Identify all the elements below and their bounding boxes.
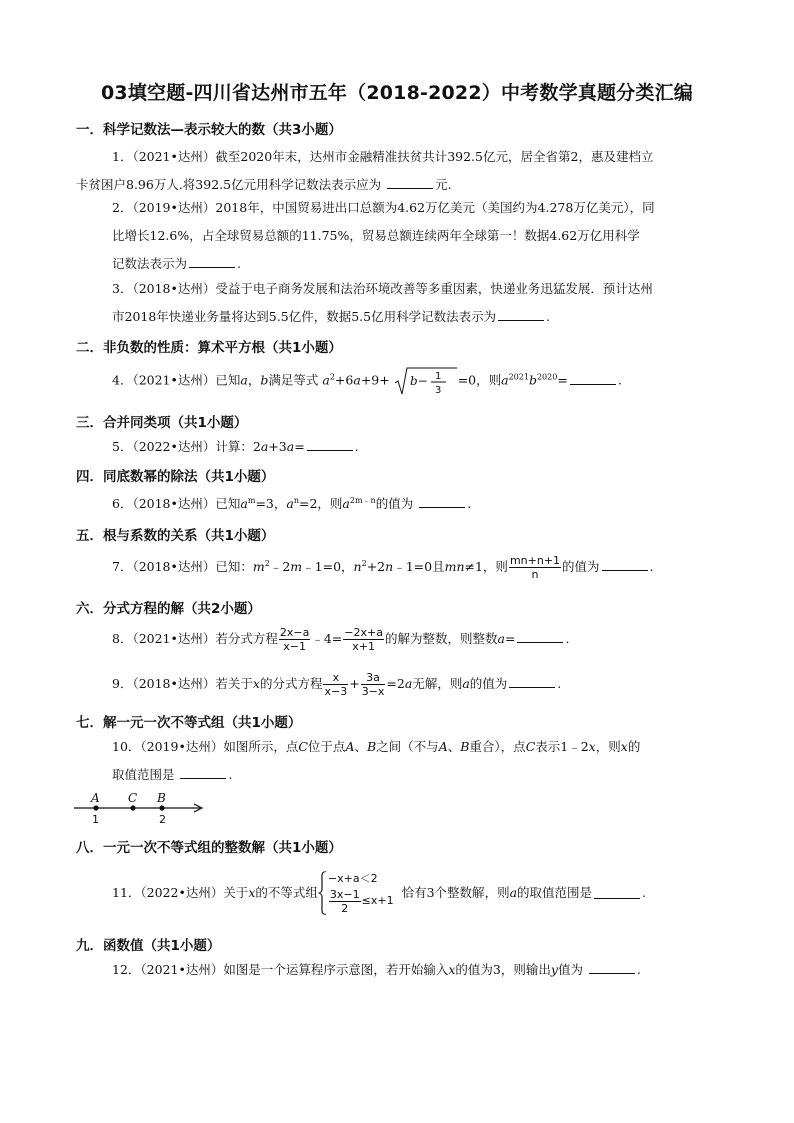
answer-blank-6[interactable] bbox=[419, 497, 465, 508]
question-3 bbox=[76, 275, 721, 331]
eq-part: ﹣4= bbox=[311, 631, 343, 646]
question-4: 4．（2021•达州）已知a，b满足等式 $a^2+6a+9+$ b− 1 3 =0，则$a^{2021}b^{2020}=$ . bbox=[76, 366, 721, 396]
question-6-prefix: 6．（2018•达州）已知 bbox=[112, 496, 241, 511]
radicand-text: b− bbox=[409, 374, 428, 388]
number-line-figure bbox=[70, 787, 210, 831]
text: 表示1﹣2 bbox=[535, 739, 589, 754]
question-1 bbox=[76, 143, 721, 199]
question-3-line-1: 3．（2018•达州）受益于电子商务发展和法治环境改善等多重因素，快递业务迅猛发展．预计达州 bbox=[112, 281, 653, 296]
section-heading-7: 七．解一元一次不等式组（共1小题） bbox=[76, 715, 302, 731]
question-8-text: 的解为整数，则整数 bbox=[384, 631, 498, 646]
inequality-system bbox=[318, 871, 394, 915]
var-x: x bbox=[588, 739, 596, 754]
var-m: m bbox=[290, 559, 303, 574]
answer-blank-7[interactable] bbox=[602, 560, 648, 571]
var-a: a bbox=[322, 372, 330, 388]
question-4-end: . bbox=[617, 372, 622, 388]
inequality-row-1: −x+a＜2 bbox=[327, 872, 378, 885]
text: 、 bbox=[447, 739, 461, 754]
var-b: b bbox=[260, 372, 269, 388]
text: ，则 bbox=[595, 739, 621, 754]
var-n: n bbox=[385, 559, 394, 574]
question-12-text: 值为 bbox=[557, 962, 587, 977]
var-x: x bbox=[248, 885, 256, 900]
question-5: 5．（2022•达州）计算：2a+3a= . bbox=[112, 439, 359, 454]
exponent: n bbox=[293, 496, 299, 505]
var-c: C bbox=[525, 739, 536, 754]
question-3-line-2: 市2018年快递业务量将达到5.5亿件，数据5.5亿用科学记数法表示为 bbox=[112, 309, 497, 324]
eq-part: =2，则 bbox=[298, 496, 343, 511]
question-8-end: . bbox=[565, 631, 570, 646]
question-10 bbox=[76, 733, 721, 789]
section-heading-5: 五．根与系数的关系（共1小题） bbox=[76, 528, 275, 544]
question-1-unit: 元. bbox=[435, 177, 452, 192]
question-9 bbox=[76, 670, 721, 698]
eq-part: = bbox=[504, 631, 516, 646]
question-2-line-1: 2．（2019•达州）2018年，中国贸易进出口总额为4.62万亿美元（美国约为4.278万亿美元），同 bbox=[112, 200, 655, 215]
question-12-text: 的值为3，则输出 bbox=[455, 962, 551, 977]
eq-part: ≠1，则 bbox=[464, 559, 508, 574]
exponent: 2m﹣n bbox=[349, 496, 376, 505]
eq-part: ﹣1=0， bbox=[302, 559, 354, 574]
square-root bbox=[394, 366, 458, 396]
question-8 bbox=[76, 625, 721, 653]
eq-part: +3 bbox=[268, 439, 287, 454]
exponent: 2021 bbox=[508, 372, 529, 382]
var-b: b bbox=[528, 372, 537, 388]
eq-part: = bbox=[294, 439, 305, 454]
question-3-end: . bbox=[546, 309, 551, 324]
text: 位于点 bbox=[307, 739, 346, 754]
var-m: m bbox=[252, 559, 265, 574]
question-9-end: . bbox=[557, 676, 562, 691]
question-10-prefix: 10．（2019•达州）如图所示，点 bbox=[112, 739, 299, 754]
var-n: n bbox=[353, 559, 362, 574]
inequality-row-2 bbox=[328, 887, 394, 915]
question-10-line-2: 取值范围是 bbox=[112, 767, 179, 782]
var-c: C bbox=[298, 739, 308, 754]
var-a: a bbox=[353, 372, 361, 388]
answer-blank-12[interactable] bbox=[589, 963, 635, 974]
text: 的 bbox=[627, 739, 641, 754]
var-a: a bbox=[501, 372, 509, 388]
section-heading-1: 一．科学记数法—表示较大的数（共3小题） bbox=[76, 122, 342, 138]
var-a: a bbox=[462, 676, 470, 691]
eq-part: +9+ bbox=[360, 372, 390, 388]
section-heading-6: 六．分式方程的解（共2小题） bbox=[76, 601, 261, 617]
question-2-line-2: 比增长12.6%，占全球贸易总额的11.75%，贸易总额连续两年全球第一！数据4.62万亿用科学 bbox=[112, 228, 640, 243]
fraction-numerator: 1 bbox=[434, 371, 442, 382]
answer-blank-5[interactable] bbox=[307, 440, 353, 451]
section-heading-4: 四．同底数幂的除法（共1小题） bbox=[76, 469, 275, 485]
point-label-b: B bbox=[157, 791, 166, 805]
question-7-text: 的值为 bbox=[562, 559, 600, 574]
question-10-end: . bbox=[228, 767, 233, 782]
section-heading-9: 九．函数值（共1小题） bbox=[76, 938, 221, 954]
question-1-line-2: 卡贫困户8.96万人.将392.5亿元用科学记数法表示应为 bbox=[76, 177, 386, 192]
question-12-prefix: 12．（2021•达州）如图是一个运算程序示意图，若开始输入 bbox=[112, 962, 449, 977]
section-heading-8: 八．一元一次不等式组的整数解（共1小题） bbox=[76, 840, 342, 856]
var-a: a bbox=[240, 372, 248, 388]
exponent: 2020 bbox=[536, 372, 558, 382]
question-2-line-3: 记数法表示为 bbox=[112, 256, 188, 271]
eq-part: ﹣1=0且 bbox=[393, 559, 445, 574]
question-9-prefix: 9．（2018•达州）若关于 bbox=[112, 676, 253, 691]
fraction: $\frac{3x-1}{2}$ bbox=[329, 887, 360, 915]
var-a: a bbox=[509, 885, 518, 900]
question-4-prefix: 4．（2021•达州）已知 bbox=[112, 372, 241, 388]
inequality-relation: ≤x+1 bbox=[361, 894, 394, 907]
fraction: $\frac{2x-a}{x-1}$ bbox=[279, 626, 310, 653]
fraction: $\frac{mn+n+1}{n}$ bbox=[509, 554, 561, 581]
var-y: y bbox=[550, 962, 558, 977]
question-11 bbox=[76, 862, 721, 924]
text: 重合），点 bbox=[469, 739, 526, 754]
eq-part: + bbox=[349, 676, 360, 691]
eq-part: =3， bbox=[255, 496, 287, 511]
text: 、 bbox=[354, 739, 367, 754]
answer-blank-9[interactable] bbox=[509, 677, 555, 688]
answer-blank-1[interactable] bbox=[387, 178, 433, 189]
section-heading-3: 三．合并同类项（共1小题） bbox=[76, 415, 248, 431]
question-6: 6．（2018•达州）已知$a^m=3$，$a^n=2$，则$a^{2m﹣n}$的值为 . bbox=[112, 496, 472, 511]
eq-part: +6 bbox=[334, 372, 354, 388]
var-x: x bbox=[252, 676, 260, 691]
question-9-text: 无解，则 bbox=[412, 676, 463, 691]
question-8-prefix: 8．（2021•达州）若分式方程 bbox=[112, 631, 278, 646]
question-7-prefix: 7．（2018•达州）已知： bbox=[112, 559, 253, 574]
question-7-end: . bbox=[649, 559, 654, 574]
question-9-text: 的分式方程 bbox=[259, 676, 323, 691]
question-11-text: 的取值范围是 bbox=[517, 885, 593, 900]
answer-blank-10[interactable] bbox=[180, 768, 226, 779]
point-label-a: A bbox=[91, 791, 100, 805]
var-x: x bbox=[620, 739, 628, 754]
question-4-text: 满足等式 bbox=[268, 372, 319, 388]
eq-part: =2 bbox=[386, 676, 405, 691]
answer-blank-3[interactable] bbox=[498, 310, 544, 321]
question-2-end: . bbox=[237, 256, 241, 271]
fraction: $\frac{x}{x-3}$ bbox=[324, 671, 348, 698]
question-11-text: 的不等式组 bbox=[255, 885, 318, 900]
fraction-denominator: 3 bbox=[434, 385, 442, 396]
var-b: B bbox=[366, 739, 377, 754]
var-a: a bbox=[404, 676, 413, 691]
exponent: m bbox=[247, 496, 256, 505]
tick-label-1: 1 bbox=[92, 813, 99, 826]
section-heading-2: 二．非负数的性质：算术平方根（共1小题） bbox=[76, 340, 342, 356]
var-a: A bbox=[345, 739, 355, 754]
sep: ， bbox=[247, 372, 261, 388]
question-11-prefix: 11．（2022•达州）关于 bbox=[112, 885, 249, 900]
question-5-prefix: 5．（2022•达州）计算：2 bbox=[112, 439, 261, 454]
answer-blank-4[interactable] bbox=[570, 374, 616, 385]
var-mn: mn bbox=[444, 559, 465, 574]
point-label-c: C bbox=[128, 791, 138, 805]
question-6-end: . bbox=[467, 496, 472, 511]
tick-label-2: 2 bbox=[159, 813, 166, 826]
question-12-end: . bbox=[636, 962, 641, 977]
var-b: B bbox=[460, 739, 470, 754]
question-9-text: 的值为 bbox=[469, 676, 508, 691]
eq-part: +2 bbox=[366, 559, 386, 574]
question-1-line-1: 1．（2021•达州）截至2020年末，达州市金融精准扶贫共计392.5亿元，居全省第2，惠及建档立 bbox=[112, 149, 654, 164]
eq-part: = bbox=[557, 372, 568, 388]
answer-blank-8[interactable] bbox=[517, 632, 563, 643]
answer-blank-11[interactable] bbox=[594, 888, 640, 899]
var-a: a bbox=[497, 631, 505, 646]
answer-blank-2[interactable] bbox=[189, 257, 235, 268]
var-x: x bbox=[448, 962, 456, 977]
eq-part: =0，则 bbox=[457, 372, 502, 388]
question-6-text: 的值为 bbox=[375, 496, 418, 511]
text: 之间（不与 bbox=[376, 739, 439, 754]
question-7: 7．（2018•达州）已知：$m^2﹣2m﹣1=0$，$n^2+2n﹣1=0$且mn≠1，则 $\frac{mn+n+1}{n}$ 的值为 . bbox=[112, 554, 654, 581]
fraction: $\frac{3a}{3-x}$ bbox=[361, 671, 385, 698]
eq-part: ﹣2 bbox=[269, 559, 291, 574]
question-2 bbox=[76, 194, 721, 278]
document-title: 03填空题-四川省达州市五年（2018-2022）中考数学真题分类汇编 bbox=[101, 82, 693, 104]
question-11-end: . bbox=[642, 885, 647, 900]
var-a: A bbox=[438, 739, 448, 754]
question-12 bbox=[76, 956, 721, 984]
question-11-text: 恰有3个整数解，则 bbox=[401, 885, 510, 900]
fraction: $\frac{-2x+a}{x+1}$ bbox=[344, 626, 383, 653]
question-5-end: . bbox=[354, 439, 359, 454]
